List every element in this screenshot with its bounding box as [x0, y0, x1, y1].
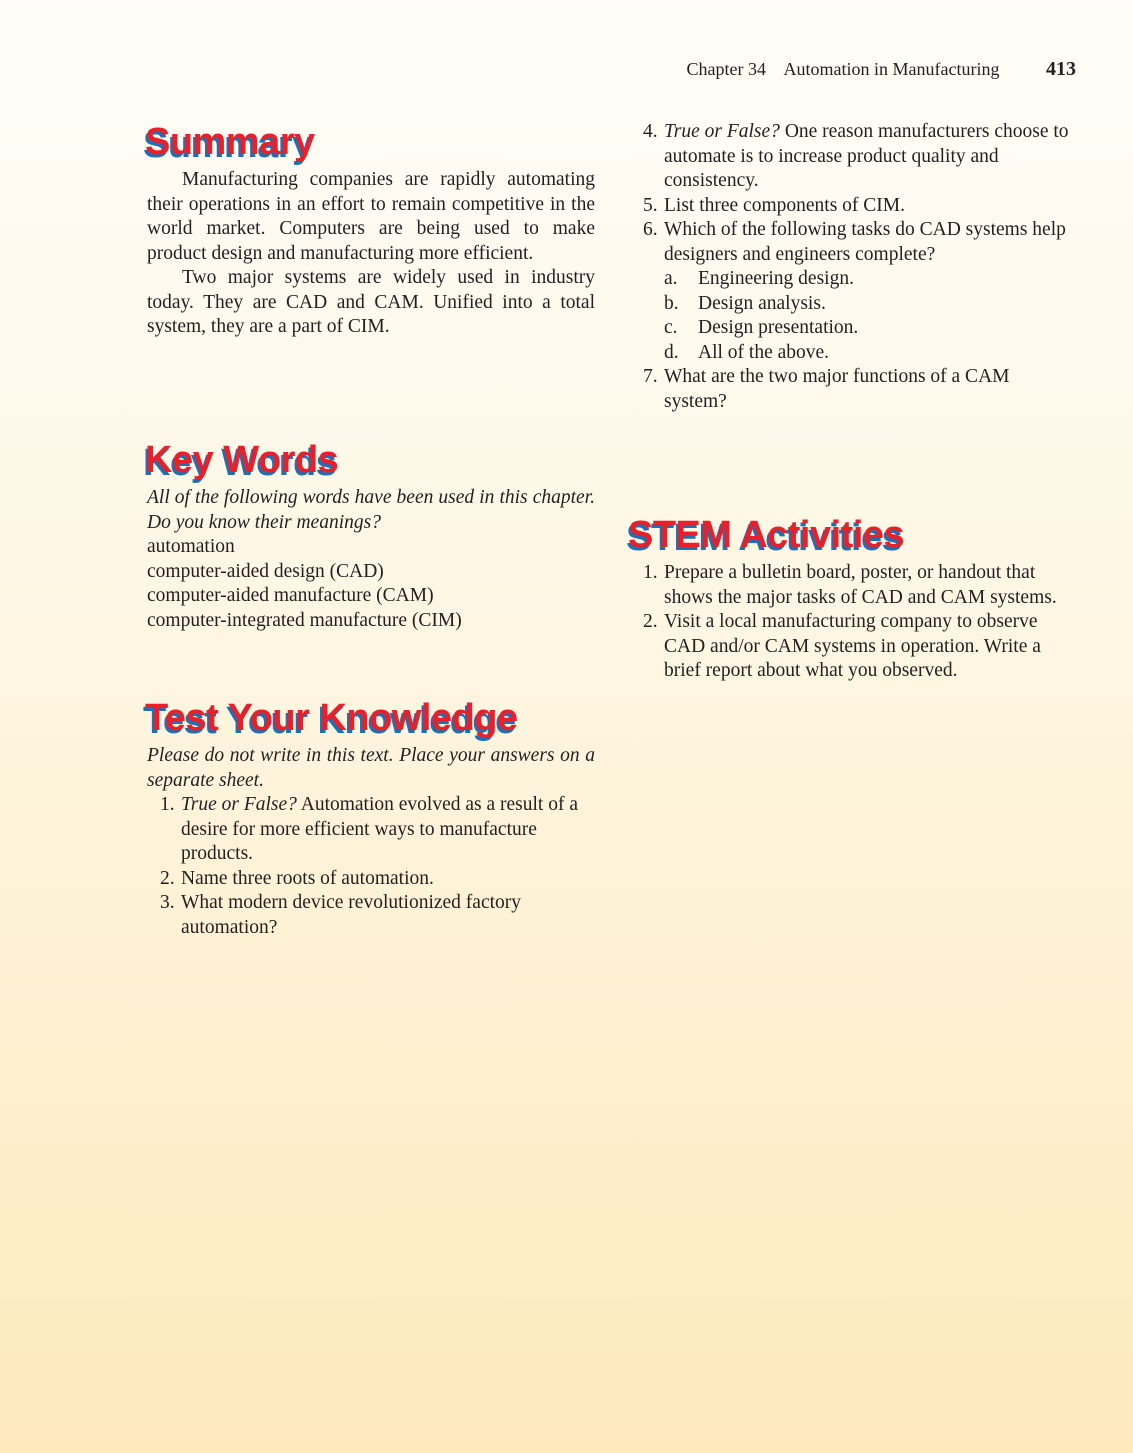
key-word: computer-aided design (CAD)	[147, 560, 384, 582]
activity-number: 1.	[643, 562, 658, 583]
question	[630, 218, 1076, 365]
question-number: 1.	[160, 794, 175, 815]
option	[664, 316, 1076, 341]
activity	[630, 610, 1076, 684]
page-number: 413	[1046, 58, 1076, 80]
summary-section	[147, 120, 595, 340]
question-text: Name three roots of automation.	[181, 867, 434, 889]
question	[147, 867, 595, 892]
summary-paragraph: Manufacturing companies are rapidly automating their operations in an effort to remain competitive in the world market. Computers are being used to make product design and manufacturing more efficient.	[147, 169, 595, 264]
stem-heading: STEM Activities	[628, 514, 905, 556]
stem-section	[630, 513, 1076, 684]
option	[664, 267, 1076, 292]
key-word: automation	[147, 536, 235, 557]
option	[664, 341, 1076, 366]
key-words-intro: All of the following words have been used in this chapter. Do you know their meanings?	[147, 487, 595, 533]
question	[147, 793, 595, 867]
test-section	[147, 696, 595, 940]
activity-text: Visit a local manufacturing company to observe CAD and/or CAM systems in operation. Write a brief report about what you observed.	[664, 611, 1041, 681]
option-text: All of the above.	[698, 341, 830, 363]
key-word: computer-aided manufacture (CAM)	[147, 585, 434, 606]
activity-number: 2.	[643, 611, 658, 632]
activity	[630, 561, 1076, 610]
question-text: One reason manufacturers choose to automate is to increase product quality and consistency.	[664, 121, 1069, 191]
chapter-title: Automation in Manufacturing	[783, 59, 1000, 79]
option-letter: a.	[664, 268, 678, 289]
question-text: List three components of CIM.	[664, 194, 905, 216]
key-words-heading: Key Words	[145, 439, 339, 481]
question	[630, 194, 1076, 219]
question-number: 3.	[160, 892, 175, 913]
option	[664, 292, 1076, 317]
true-false-label: True or False?	[664, 121, 780, 142]
test-intro: Please do not write in this text. Place your answers on a separate sheet.	[147, 745, 595, 791]
question-number: 2.	[160, 867, 175, 889]
question-text: What modern device revolutionized factory automation?	[181, 892, 522, 938]
true-false-label: True or False?	[181, 794, 297, 815]
question-text: Automation evolved as a result of a desire for more efficient ways to manufacture products.	[181, 794, 578, 864]
activity-text: Prepare a bulletin board, poster, or handout that shows the major tasks of CAD and CAM systems.	[664, 562, 1057, 608]
summary-paragraph: Two major systems are widely used in industry today. They are CAD and CAM. Unified into a total system, they are a part of CIM.	[147, 267, 595, 337]
running-header	[687, 58, 1076, 81]
option-letter: d.	[664, 341, 679, 363]
chapter-number: Chapter 34	[686, 59, 767, 79]
question	[630, 365, 1076, 414]
test-heading: Test Your Knowledge	[145, 697, 518, 739]
question	[630, 120, 1076, 194]
question	[147, 891, 595, 940]
option-letter: b.	[664, 292, 679, 314]
question-text: What are the two major functions of a CAM system?	[664, 366, 1010, 412]
summary-heading: Summary	[145, 121, 315, 163]
option-text: Design analysis.	[698, 292, 826, 314]
option-text: Design presentation.	[698, 317, 859, 338]
key-words-section	[147, 438, 595, 633]
question-text: Which of the following tasks do CAD systems help designers and engineers complete?	[664, 219, 1066, 265]
question-number: 7.	[643, 366, 658, 387]
option-text: Engineering design.	[698, 268, 854, 289]
question-number: 4.	[643, 121, 658, 142]
test-section-continued	[630, 120, 1076, 414]
option-letter: c.	[664, 317, 678, 338]
key-word: computer-integrated manufacture (CIM)	[147, 609, 462, 631]
question-number: 6.	[643, 219, 658, 240]
question-number: 5.	[643, 194, 658, 216]
